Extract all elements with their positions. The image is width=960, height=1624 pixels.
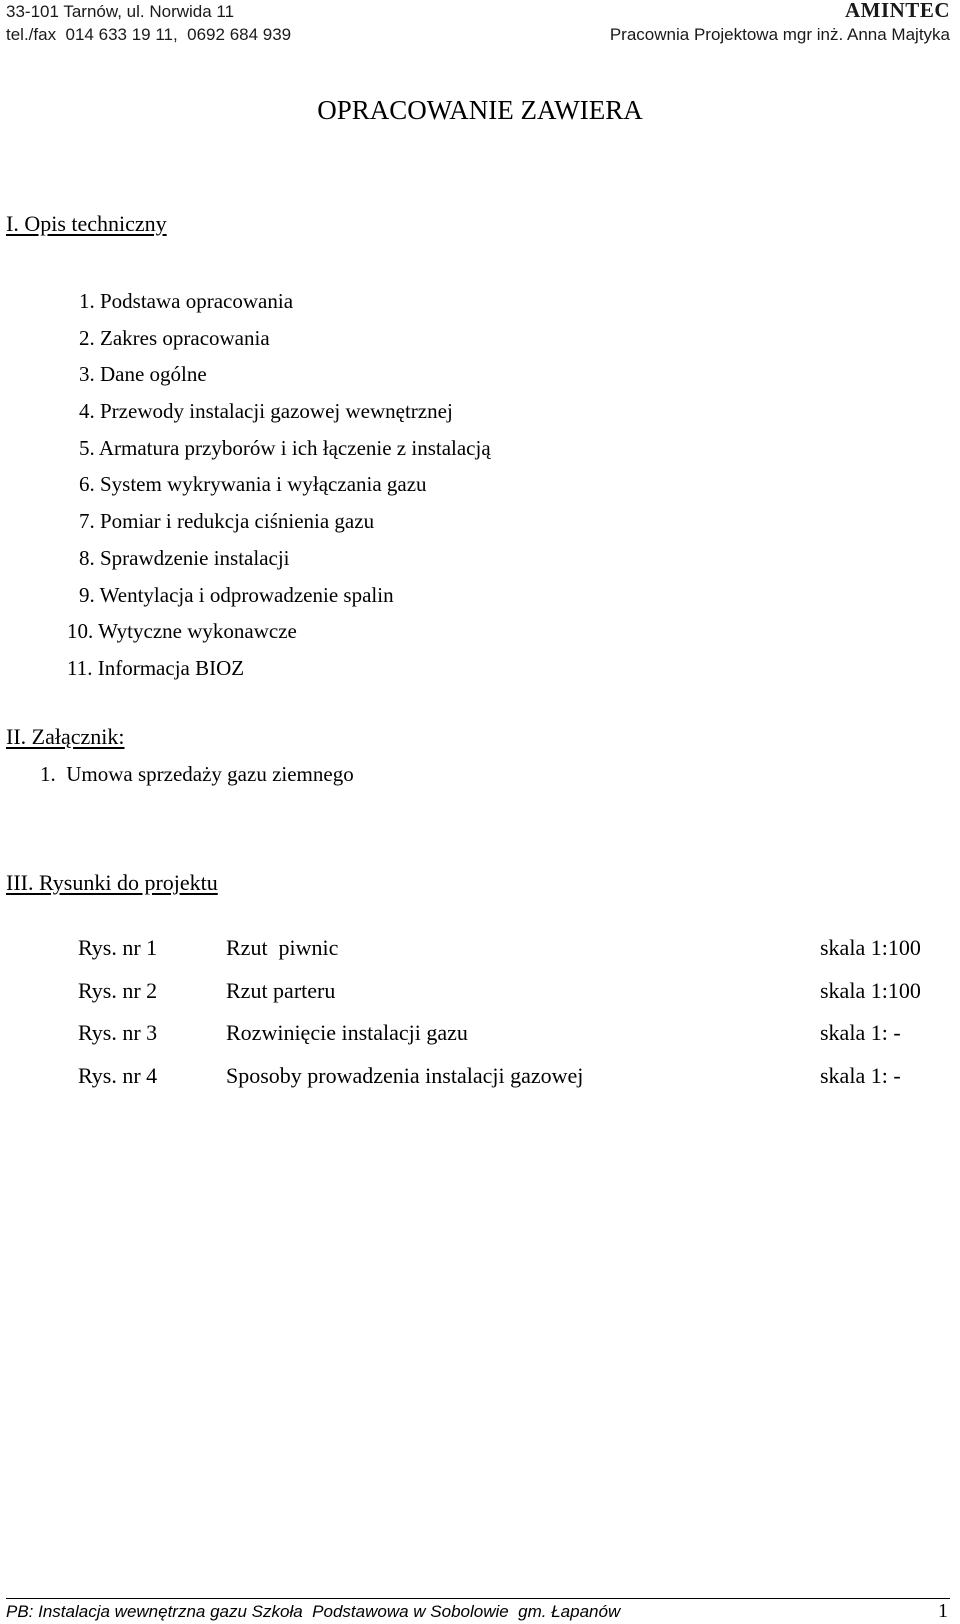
- table-row: [78, 1017, 948, 1060]
- drawing-scale: skala 1:100: [820, 935, 921, 960]
- section-1-list: [67, 283, 491, 687]
- list-item: 8. Sprawdzenie instalacji: [79, 545, 290, 570]
- section-1-heading: I. Opis techniczny: [6, 211, 167, 236]
- header-office: Pracownia Projektowa mgr inż. Anna Majtyka: [609, 25, 950, 44]
- drawing-name: Rozwinięcie instalacji gazu: [226, 1020, 468, 1045]
- list-item: 9. Wentylacja i odprowadzenie spalin: [79, 582, 394, 607]
- table-row: [78, 975, 948, 1018]
- footer-project-title: PB: Instalacja wewnętrzna gazu Szkoła Podstawowa w Sobolowie gm. Łapanów: [6, 1602, 621, 1621]
- drawing-number: Rys. nr 2: [78, 977, 158, 1003]
- drawing-number: Rys. nr 1: [78, 935, 158, 960]
- page-number: 1: [938, 1600, 948, 1622]
- list-item: 7. Pomiar i redukcja ciśnienia gazu: [79, 509, 375, 534]
- header-right: [610, 0, 950, 46]
- drawing-name: Rzut parteru: [226, 977, 336, 1003]
- document-title: OPRACOWANIE ZAWIERA: [317, 95, 643, 125]
- drawing-scale: skala 1: -: [820, 1020, 901, 1045]
- list-item: 4. Przewody instalacji gazowej wewnętrznej: [79, 399, 453, 424]
- drawing-scale: skala 1:100: [820, 977, 921, 1003]
- list-item: 10. Wytyczne wykonawcze: [67, 619, 297, 644]
- section-2-heading: II. Załącznik:: [6, 724, 125, 749]
- annex-item: 1. Umowa sprzedaży gazu ziemnego: [40, 762, 354, 786]
- header-left: [6, 0, 291, 46]
- list-item: 5. Armatura przyborów i ich łączenie z instalacją: [79, 435, 491, 460]
- list-item: 3. Dane ogólne: [79, 362, 207, 387]
- header-phone: tel./fax 014 633 19 11, 0692 684 939: [6, 25, 292, 44]
- table-row: [78, 932, 948, 975]
- drawing-name: Rzut piwnic: [226, 935, 339, 960]
- drawing-number: Rys. nr 4: [78, 1062, 158, 1088]
- table-row: [78, 1060, 948, 1103]
- drawing-name: Sposoby prowadzenia instalacji gazowej: [226, 1062, 584, 1088]
- list-item: 1. Podstawa opracowania: [79, 289, 294, 313]
- brand-logo-text: AMINTEC: [844, 0, 950, 22]
- drawing-number: Rys. nr 3: [78, 1020, 158, 1045]
- footer-divider: [6, 1598, 950, 1599]
- list-item: 2. Zakres opracowania: [79, 325, 270, 350]
- section-3-heading: III. Rysunki do projektu: [6, 870, 218, 895]
- drawings-table: [78, 932, 948, 1102]
- header-address: 33-101 Tarnów, ul. Norwida 11: [6, 2, 235, 21]
- drawing-scale: skala 1: -: [820, 1062, 901, 1088]
- list-item: 6. System wykrywania i wyłączania gazu: [79, 472, 427, 497]
- list-item: 11. Informacja BIOZ: [67, 655, 245, 680]
